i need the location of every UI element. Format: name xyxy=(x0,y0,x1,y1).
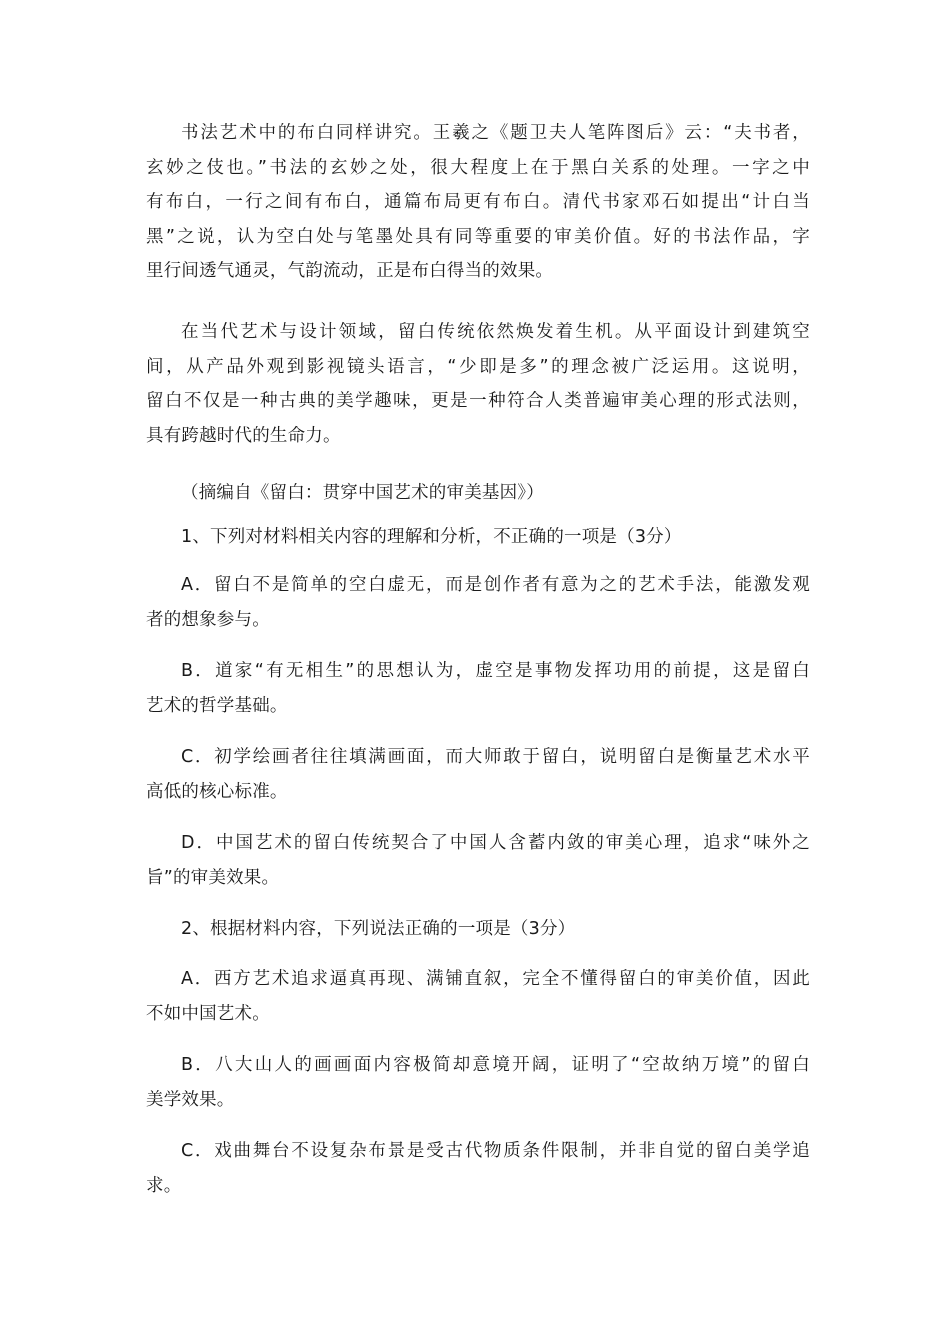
text-line: 求。 xyxy=(146,1175,182,1196)
question-1-option-a xyxy=(146,568,810,637)
question-2-option-b xyxy=(146,1048,810,1117)
text-line: 2、根据材料内容，下列说法正确的一项是（3分） xyxy=(181,919,576,939)
text-line: 在当代艺术与设计领域，留白传统依然焕发着生机。从平面设计到建筑空 xyxy=(181,322,810,342)
text-line: 美学效果。 xyxy=(146,1089,235,1110)
text-line: 艺术的哲学基础。 xyxy=(146,695,288,716)
question-1-stem xyxy=(146,520,810,555)
paragraph-calligraphy xyxy=(146,116,810,289)
text-line: 者的想象参与。 xyxy=(146,609,270,630)
text-line: B．道家“有无相生”的思想认为，虚空是事物发挥功用的前提，这是留白 xyxy=(181,661,810,681)
source-citation xyxy=(146,476,810,511)
text-line: 间，从产品外观到影视镜头语言，“少即是多”的理念被广泛运用。这说明， xyxy=(146,356,810,377)
text-line: 留白不仅是一种古典的美学趣味，更是一种符合人类普遍审美心理的形式法则， xyxy=(146,391,810,411)
paragraph-modern-design xyxy=(146,315,810,453)
question-2-option-a xyxy=(146,962,810,1031)
question-1-option-c xyxy=(146,740,810,809)
text-line: 里行间透气通灵，气韵流动，正是布白得当的效果。 xyxy=(146,261,554,281)
text-line: C．戏曲舞台不设复杂布景是受古代物质条件限制，并非自觉的留白美学追 xyxy=(181,1141,810,1161)
question-1-option-b xyxy=(146,654,810,723)
text-line: A．留白不是简单的空白虚无，而是创作者有意为之的艺术手法，能激发观 xyxy=(181,575,810,595)
text-line: B．八大山人的画画面内容极简却意境开阔，证明了“空故纳万境”的留白 xyxy=(181,1055,810,1075)
text-line: A．西方艺术追求逼真再现、满铺直叙，完全不懂得留白的审美价值，因此 xyxy=(181,969,810,989)
text-line: D．中国艺术的留白传统契合了中国人含蓄内敛的审美心理，追求“味外之 xyxy=(181,833,810,853)
text-line: 黑”之说，认为空白处与笔墨处具有同等重要的审美价值。好的书法作品，字 xyxy=(146,226,810,247)
text-line: 玄妙之伎也。”书法的玄妙之处，很大程度上在于黑白关系的处理。一字之中 xyxy=(146,157,810,178)
question-2-option-c xyxy=(146,1134,810,1203)
question-1-option-d xyxy=(146,826,810,895)
text-line: 高低的核心标准。 xyxy=(146,781,288,802)
text-line: （摘编自《留白：贯穿中国艺术的审美基因》） xyxy=(181,483,544,503)
text-line: 1、下列对材料相关内容的理解和分析，不正确的一项是（3分） xyxy=(181,527,682,547)
text-line: 书法艺术中的布白同样讲究。王羲之《题卫夫人笔阵图后》云：“夫书者， xyxy=(181,123,810,143)
text-line: 有布白，一行之间有布白，通篇布局更有布白。清代书家邓石如提出“计白当 xyxy=(146,192,810,212)
text-line: 具有跨越时代的生命力。 xyxy=(146,425,341,446)
text-line: 旨”的审美效果。 xyxy=(146,867,280,888)
question-2-stem xyxy=(146,912,810,947)
text-line: 不如中国艺术。 xyxy=(146,1003,270,1024)
text-line: C．初学绘画者往往填满画面，而大师敢于留白，说明留白是衡量艺术水平 xyxy=(181,747,810,767)
